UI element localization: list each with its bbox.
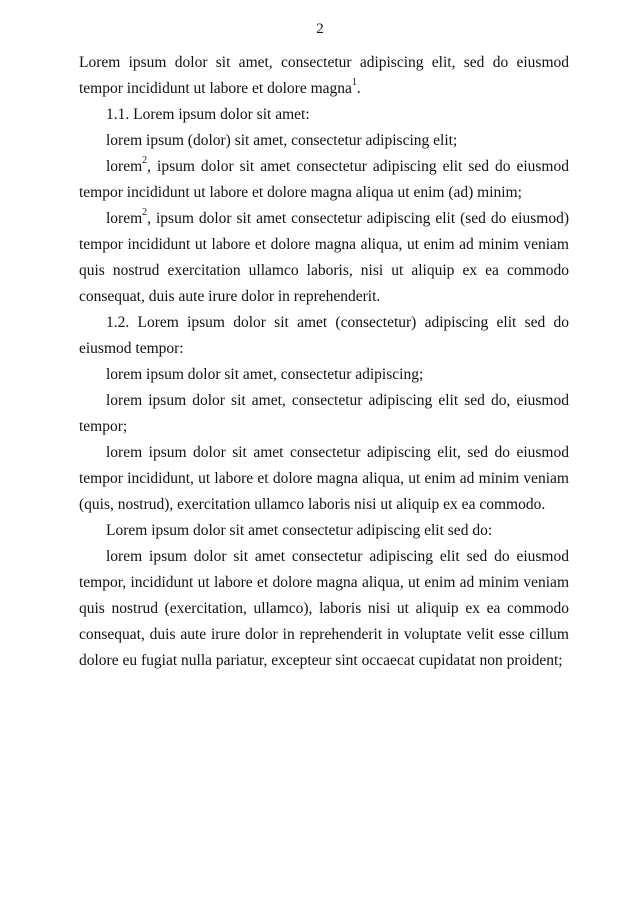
section-heading	[79, 102, 569, 128]
list-item	[79, 128, 569, 154]
list-item	[79, 206, 569, 310]
list-item-text: lorem ipsum dolor sit amet consectetur adipiscing elit, sed do eiusmod tempor incididunt, ut labore et dolore magna aliqua, ut enim ad minim veniam (quis, nostrud), exercitation ullamco laboris nisi ut aliquip ex ea commodo.	[79, 444, 569, 513]
footnote-marker: 1	[351, 76, 357, 88]
list-item	[79, 362, 569, 388]
list-item	[79, 154, 569, 206]
list-item	[79, 544, 569, 674]
paragraph-text-tail: .	[356, 80, 361, 97]
section-heading-text: Lorem ipsum dolor sit amet consectetur adipiscing elit sed do:	[106, 522, 493, 539]
list-item	[79, 388, 569, 440]
list-item-text: lorem ipsum dolor sit amet, consectetur adipiscing elit sed do, eiusmod tempor;	[79, 392, 569, 435]
page-number: 2	[316, 21, 324, 37]
paragraph-text: Lorem ipsum dolor sit amet, consectetur adipiscing elit, sed do eiusmod tempor incididunt ut labore et dolore magna	[79, 54, 569, 97]
list-item-text: lorem	[106, 158, 143, 175]
list-item-text: lorem ipsum dolor sit amet consectetur adipiscing elit sed do eiusmod tempor, incididunt ut labore et dolore magna aliqua, ut enim ad minim veniam quis nostrud (exercitation, ullamco), laboris nisi ut aliquip ex ea commodo consequat, duis aute irure dolor in reprehenderit in voluptate velit esse cillum dolore eu fugiat nulla pariatur, excepteur sint occaecat cupidatat non proident;	[79, 548, 569, 669]
list-item-text: lorem	[106, 210, 143, 227]
footnote-marker: 2	[142, 154, 148, 166]
list-item-text: lorem ipsum dolor sit amet, consectetur adipiscing;	[106, 366, 424, 383]
section-heading-text: 1.1. Lorem ipsum dolor sit amet:	[106, 106, 310, 123]
list-item-text-tail: , ipsum dolor sit amet consectetur adipiscing elit (sed do eiusmod) tempor incididunt ut labore et dolore magna aliqua, ut enim ad minim veniam quis nostrud exercitation ullamco laboris, nisi ut aliquip ex ea commodo consequat, duis aute irure dolor in reprehenderit.	[79, 210, 569, 305]
section-heading	[79, 310, 569, 362]
footnote-marker: 2	[142, 206, 148, 218]
paragraph	[79, 50, 569, 102]
section-heading-text: 1.2. Lorem ipsum dolor sit amet (consectetur) adipiscing elit sed do eiusmod tempor:	[79, 314, 569, 357]
list-item-text: lorem ipsum (dolor) sit amet, consectetur adipiscing elit;	[106, 132, 458, 149]
list-item	[79, 440, 569, 518]
section-heading	[79, 518, 569, 544]
document-body	[79, 50, 569, 674]
list-item-text-tail: , ipsum dolor sit amet consectetur adipiscing elit sed do eiusmod tempor incididunt ut labore et dolore magna aliqua ut enim (ad) minim;	[79, 158, 569, 201]
